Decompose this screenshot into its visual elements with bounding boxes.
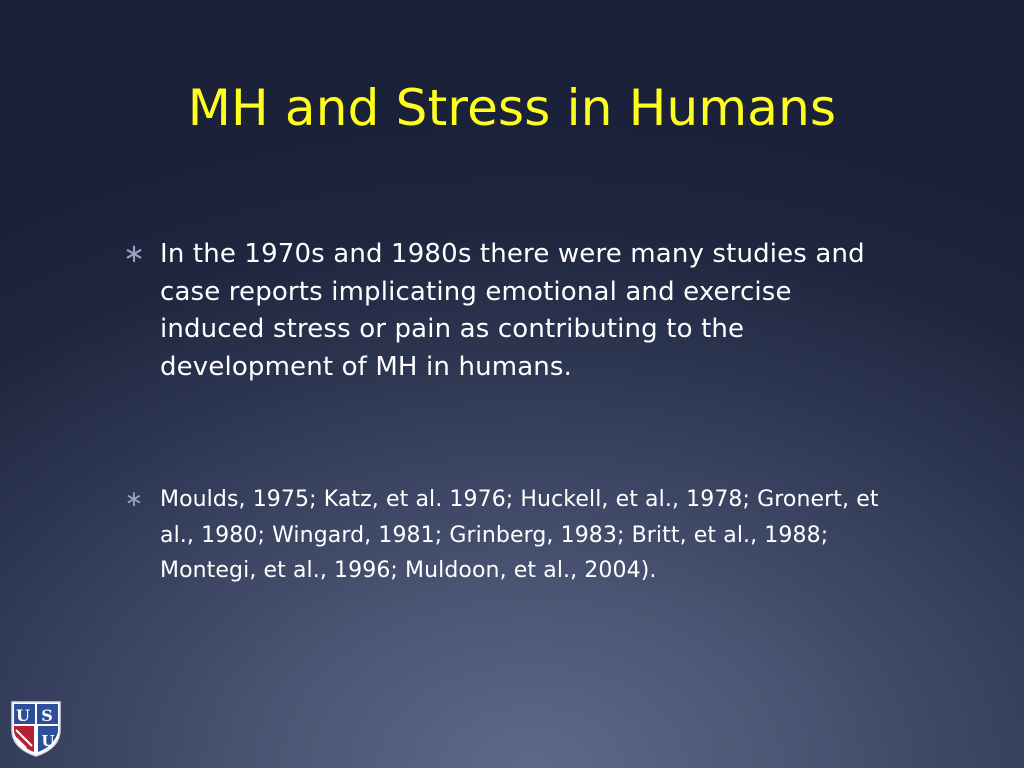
slide-title: MH and Stress in Humans bbox=[187, 79, 837, 137]
svg-text:U: U bbox=[16, 706, 30, 725]
svg-text:S: S bbox=[41, 706, 53, 725]
bullet-item-citations bbox=[122, 482, 902, 589]
citations-text: Moulds, 1975; Katz, et al. 1976; Huckell, et al., 1978; Gronert, et al., 1980; Wingard, 1981; Grinberg, 1983; Britt, et al., 1988; Montegi, et al., 1996; Muldoon, et al., 2004). bbox=[160, 487, 879, 583]
svg-text:U: U bbox=[41, 732, 55, 750]
bullet-item bbox=[122, 236, 902, 386]
usu-shield-logo-icon bbox=[10, 700, 62, 758]
bullet-marker-icon: ∗ bbox=[124, 487, 144, 512]
bullet-marker-icon: ∗ bbox=[123, 239, 145, 269]
bullet-text: In the 1970s and 1980s there were many studies and case reports implicating emotional and exercise induced stress or pain as contributing to the development of MH in humans. bbox=[160, 239, 865, 382]
